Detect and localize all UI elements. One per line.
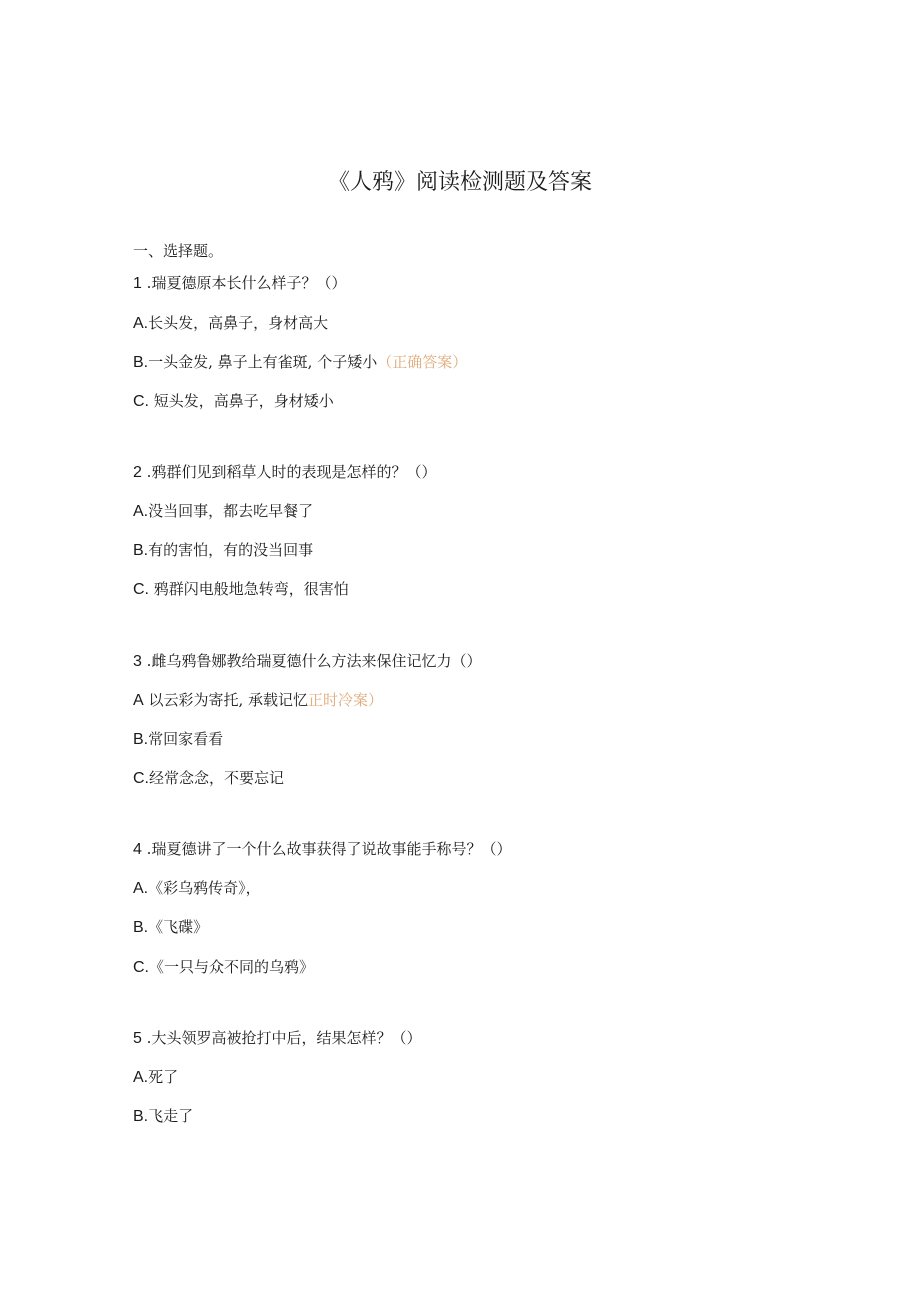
- option-letter: C.: [133, 770, 149, 787]
- option-text: 常回家看看: [148, 730, 224, 748]
- option-letter: A: [133, 692, 144, 709]
- option-letter: B.: [133, 1108, 149, 1125]
- option-text: 《彩乌鸦传奇》，: [148, 879, 261, 897]
- question-1: [133, 272, 346, 295]
- option-letter: C.: [133, 959, 149, 976]
- option-text: 《一只与众不同的乌鸦》: [149, 958, 315, 976]
- question-4-option-c: [133, 956, 314, 979]
- question-5: [133, 1027, 421, 1050]
- option-letter: B.: [133, 354, 149, 371]
- option-letter: A.: [133, 880, 149, 897]
- question-2-option-b: [133, 539, 313, 562]
- question-3-option-c: [133, 767, 284, 790]
- section-heading: 一、选择题。: [133, 242, 224, 260]
- question-text: .鸦群们见到稻草人时的表现是怎样的？（）: [141, 463, 437, 481]
- option-text: 经常念念，不要忘记: [149, 769, 285, 787]
- question-5-option-a: [133, 1066, 178, 1089]
- question-text: .雌乌鸦鲁娜教给瑞夏德什么方法来保住记忆力（）: [141, 652, 482, 670]
- question-1-option-b: [133, 351, 467, 374]
- question-4: [133, 838, 511, 861]
- question-2: [133, 461, 436, 484]
- question-number: 2: [133, 464, 142, 481]
- option-letter: C.: [133, 393, 149, 410]
- question-1-option-a: [133, 312, 328, 335]
- option-letter: A.: [133, 1069, 149, 1086]
- question-1-option-c: [133, 390, 334, 413]
- question-3: [133, 650, 481, 673]
- question-4-option-b: [133, 916, 208, 939]
- option-letter: A.: [133, 315, 149, 332]
- option-text: 短头发，高鼻子，身材矮小: [149, 392, 334, 410]
- question-number: 5: [133, 1030, 142, 1047]
- document-title: 《人鸦》阅读检测题及答案: [327, 170, 592, 195]
- question-3-option-b: [133, 728, 223, 751]
- question-text: .大头领罗高被抢打中后，结果怎样？（）: [141, 1029, 422, 1047]
- option-text: 以云彩为寄托, 承载记忆: [143, 691, 308, 709]
- question-2-option-a: [133, 500, 313, 523]
- option-letter: C.: [133, 581, 149, 598]
- question-text: .瑞夏德原本长什么样子？（）: [141, 274, 347, 292]
- option-text: 长头发，高鼻子，身材高大: [148, 314, 329, 332]
- option-text: 没当回事，都去吃早餐了: [148, 502, 314, 520]
- option-text: 鸦群闪电般地急转弯，很害怕: [149, 580, 349, 598]
- question-4-option-a: [133, 877, 261, 900]
- correct-answer-note: （正确答案）: [377, 353, 468, 371]
- correct-answer-note: 正时冷案）: [307, 691, 383, 709]
- question-3-option-a: [133, 689, 383, 712]
- question-2-option-c: [133, 578, 349, 601]
- question-number: 1: [133, 275, 142, 292]
- option-text: 一头金发, 鼻子上有雀斑, 个子矮小: [148, 353, 378, 371]
- question-number: 3: [133, 653, 142, 670]
- question-5-option-b: [133, 1105, 193, 1128]
- option-text: 有的害怕，有的没当回事: [148, 541, 314, 559]
- option-text: 死了: [148, 1068, 179, 1086]
- option-text: 飞走了: [148, 1107, 194, 1125]
- question-number: 4: [133, 841, 142, 858]
- option-letter: A.: [133, 503, 149, 520]
- option-letter: B.: [133, 919, 149, 936]
- question-text: .瑞夏德讲了一个什么故事获得了说故事能手称号？（）: [141, 840, 512, 858]
- option-letter: B.: [133, 542, 149, 559]
- option-text: 《飞碟》: [148, 918, 209, 936]
- option-letter: B.: [133, 731, 149, 748]
